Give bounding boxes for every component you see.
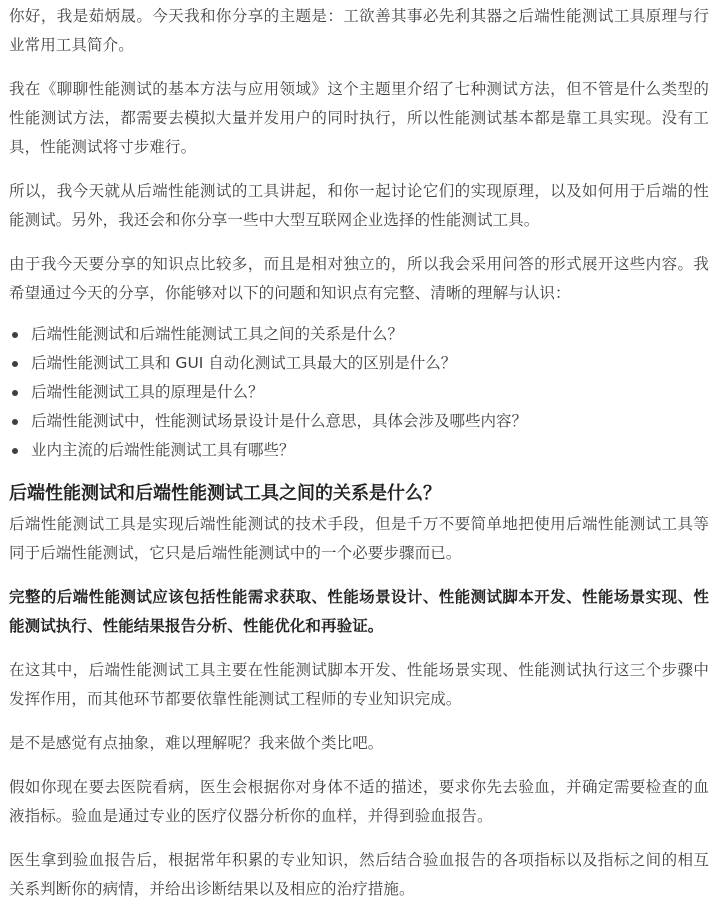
list-item [31,407,709,436]
list-item [31,320,709,349]
section-paragraph: 是不是感觉有点抽象，难以理解呢？我来做个类比吧。 [9,734,384,752]
list-item [31,436,709,465]
list-item-text: 后端性能测试工具的原理是什么？ [31,383,264,401]
list-item-text: 业内主流的后端性能测试工具有哪些？ [31,441,295,459]
bullet-icon [12,448,18,454]
bullet-icon [12,390,18,396]
bullet-icon [12,419,18,425]
list-item-text: 后端性能测试工具和 GUI 自动化测试工具最大的区别是什么？ [31,354,457,372]
section-paragraph: 医生拿到验血报告后，根据常年积累的专业知识，然后结合验血报告的各项指标以及指标之间的相互关系判断你的病情，并给出诊断结果以及相应的治疗措施。 [9,851,709,898]
section-paragraph: 后端性能测试工具是实现后端性能测试的技术手段，但是千万不要简单地把使用后端性能测试工具等同于后端性能测试，它只是后端性能测试中的一个必要步骤而已。 [9,515,709,562]
list-item-text: 后端性能测试和后端性能测试工具之间的关系是什么？ [31,325,404,343]
bullet-icon [12,361,18,367]
intro-paragraph: 你好，我是茹炳晟。今天我和你分享的主题是：工欲善其事必先利其器之后端性能测试工具原理与行业常用工具简介。 [9,7,709,54]
section-heading: 后端性能测试和后端性能测试工具之间的关系是什么？ [9,483,441,504]
format-paragraph: 由于我今天要分享的知识点比较多，而且是相对独立的，所以我会采用问答的形式展开这些内容。我希望通过今天的分享，你能够对以下的问题和知识点有完整、清晰的理解与认识： [9,255,709,302]
section-bold-paragraph: 完整的后端性能测试应该包括性能需求获取、性能场景设计、性能测试脚本开发、性能场景实现、性能测试执行、性能结果报告分析、性能优化和再验证。 [9,588,709,635]
list-item [31,378,709,407]
list-item [31,349,709,378]
section-paragraph: 在这其中，后端性能测试工具主要在性能测试脚本开发、性能场景实现、性能测试执行这三个步骤中发挥作用，而其他环节都要依靠性能测试工程师的专业知识完成。 [9,661,709,708]
section-paragraph: 假如你现在要去医院看病，医生会根据你对身体不适的描述，要求你先去验血，并确定需要检查的血液指标。验血是通过专业的医疗仪器分析你的血样，并得到验血报告。 [9,778,709,825]
question-list [9,320,709,465]
methods-paragraph: 我在《聊聊性能测试的基本方法与应用领域》这个主题里介绍了七种测试方法，但不管是什么类型的性能测试方法，都需要去模拟大量并发用户的同时执行，所以性能测试基本都是靠工具实现。没有工具，性能测试将寸步难行。 [9,80,709,156]
list-item-text: 后端性能测试中，性能测试场景设计是什么意思，具体会涉及哪些内容？ [31,412,528,430]
bullet-icon [12,332,18,338]
topic-paragraph: 所以，我今天就从后端性能测试的工具讲起，和你一起讨论它们的实现原理，以及如何用于后端的性能测试。另外，我还会和你分享一些中大型互联网企业选择的性能测试工具。 [9,182,709,229]
